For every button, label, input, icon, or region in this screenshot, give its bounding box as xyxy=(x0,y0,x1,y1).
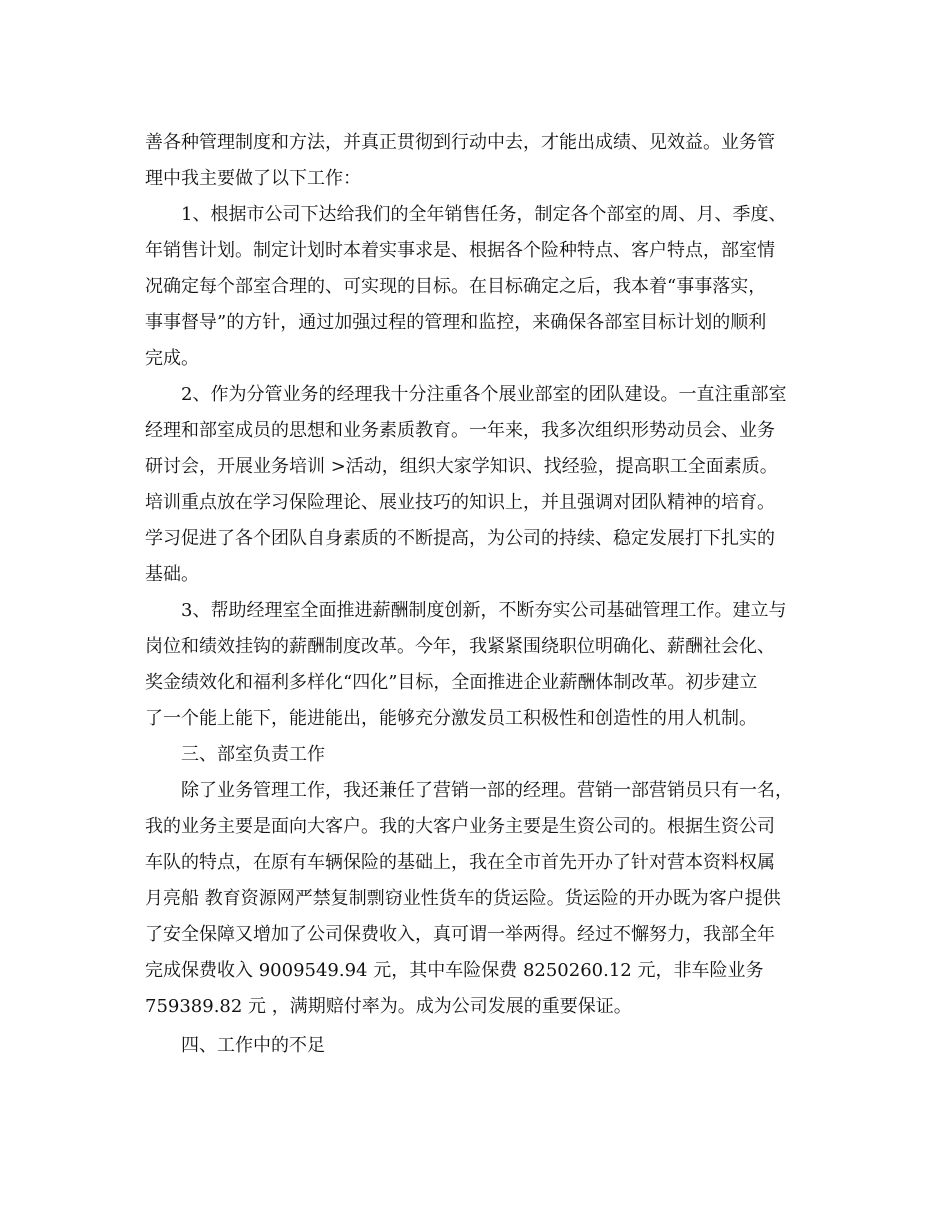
paragraph-start: 3、帮助经理室全面推进薪酬制度创新，不断夯实公司基础管理工作。建立与 xyxy=(181,600,787,621)
document-body xyxy=(145,125,815,1064)
paragraph-start: 2、作为分管业务的经理我十分注重各个展业部室的团队建设。一直注重部室 xyxy=(181,384,787,405)
text-line: 况确定每个部室合理的、可实现的目标。在目标确定之后，我本着“事事落实， xyxy=(145,276,767,297)
section-heading: 四、工作中的不足 xyxy=(181,1035,325,1056)
text-line: 我的业务主要是面向大客户。我的大客户业务主要是生资公司的。根据生资公司 xyxy=(145,816,775,837)
text-line: 了一个能上能下，能进能出，能够充分激发员工积极性和创造性的用人机制。 xyxy=(145,708,757,729)
text-line: 事事督导”的方针，通过加强过程的管理和监控，来确保各部室目标计划的顺利 xyxy=(145,312,767,333)
text-line: 岗位和绩效挂钩的薪酬制度改革。今年，我紧紧围绕职位明确化、薪酬社会化、 xyxy=(145,636,775,657)
paragraph-start: 除了业务管理工作，我还兼任了营销一部的经理。营销一部营销员只有一名， xyxy=(181,780,793,801)
text-line: 经理和部室成员的思想和业务素质教育。一年来，我多次组织形势动员会、业务 xyxy=(145,420,775,441)
text-line: 月亮船 教育资源网严禁复制剽窃业性货车的货运险。货运险的开办既为客户提供 xyxy=(145,888,781,909)
text-line: 奖金绩效化和福利多样化“四化”目标，全面推进企业薪酬体制改革。初步建立 xyxy=(145,672,758,693)
paragraph-start: 1、根据市公司下达给我们的全年销售任务，制定各个部室的周、月、季度、 xyxy=(181,204,787,225)
text-line: 了安全保障又增加了公司保费收入，真可谓一举两得。经过不懈努力，我部全年 xyxy=(145,924,775,945)
text-line: 理中我主要做了以下工作： xyxy=(145,168,361,189)
text-line: 培训重点放在学习保险理论、展业技巧的知识上，并且强调对团队精神的培育。 xyxy=(145,492,775,513)
text-line: 善各种管理制度和方法，并真正贯彻到行动中去，才能出成绩、见效益。业务管 xyxy=(145,132,775,153)
text-line: 759389.82 元 ，满期赔付率为。成为公司发展的重要保证。 xyxy=(145,996,632,1017)
text-line: 完成。 xyxy=(145,348,199,369)
text-line: 完成保费收入 9009549.94 元，其中车险保费 8250260.12 元，非车险业务 xyxy=(145,960,764,981)
text-line: 研讨会，开展业务培训 >活动，组织大家学知识、找经验，提高职工全面素质。 xyxy=(145,456,778,477)
text-line: 年销售计划。制定计划时本着实事求是、根据各个险种特点、客户特点，部室情 xyxy=(145,240,775,261)
text-line: 车队的特点，在原有车辆保险的基础上，我在全市首先开办了针对营本资料权属 xyxy=(145,852,775,873)
text-line: 学习促进了各个团队自身素质的不断提高，为公司的持续、稳定发展打下扎实的 xyxy=(145,528,775,549)
text-line: 基础。 xyxy=(145,564,199,585)
section-heading: 三、部室负责工作 xyxy=(181,744,325,765)
